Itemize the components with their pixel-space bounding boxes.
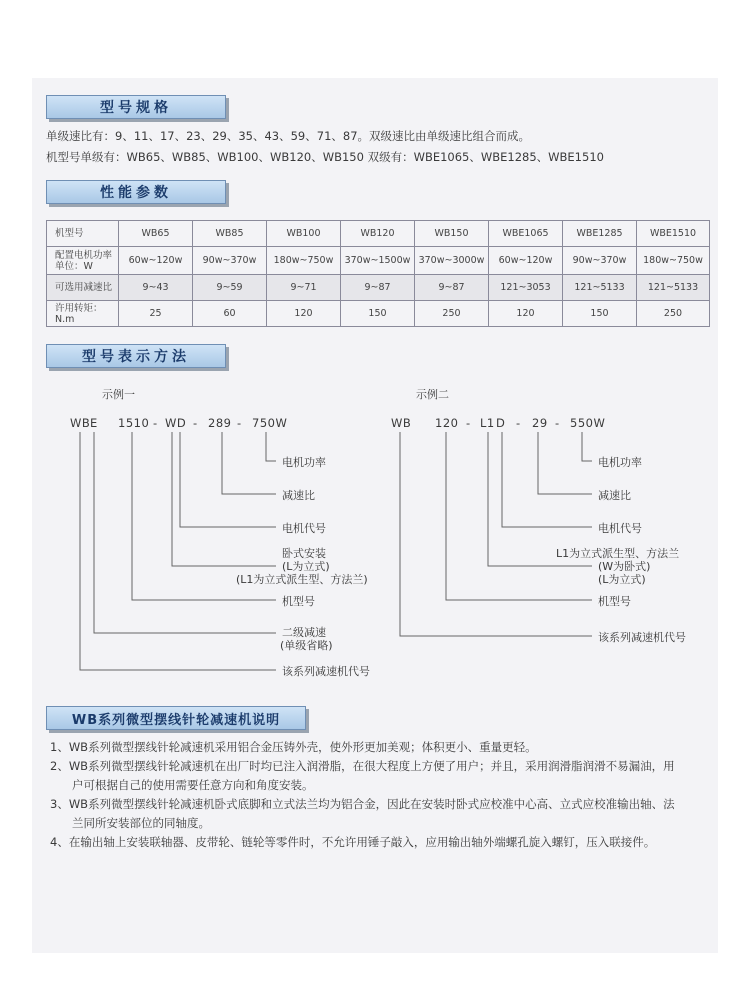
example2-code-p3: L1 xyxy=(480,416,495,430)
connector-line xyxy=(222,432,276,494)
example2-label-mount-2: (W为卧式) xyxy=(598,560,651,573)
example2-label-motor-power: 电机功率 xyxy=(598,456,642,469)
example2-code-p4: D xyxy=(496,416,506,430)
table-cell: 9~43 xyxy=(119,275,193,301)
example2-code-p1: WB xyxy=(391,416,412,430)
table-cell: 180w~750w xyxy=(267,247,341,275)
table-cell: 60w~120w xyxy=(119,247,193,275)
table-header-cell: WB150 xyxy=(415,221,489,247)
description-note-2 xyxy=(50,757,710,795)
table-cell: 250 xyxy=(637,301,710,327)
row-label: 许用转矩：N.m xyxy=(47,301,119,327)
section-title: 性能参数 xyxy=(100,185,172,201)
note-line: 4、在输出轴上安装联轴器、皮带轮、链轮等零件时，不允许用锤子敲入，应用输出轴外端螺孔旋入螺钉，压入联接件。 xyxy=(50,835,656,849)
row-label-line: 单位：W xyxy=(55,260,93,272)
table-cell: 120 xyxy=(267,301,341,327)
description-note-4 xyxy=(50,833,710,852)
example2-label-series: 该系列减速机代号 xyxy=(598,631,686,644)
table-cell: 60 xyxy=(193,301,267,327)
section-title: 型号表示方法 xyxy=(82,349,190,365)
example1-label-two-stage-1: 二级减速 xyxy=(282,626,326,639)
example1-label-mount-1: 卧式安装 xyxy=(282,547,326,560)
example1-label-ratio: 减速比 xyxy=(282,489,315,502)
table-header-cell: 机型号 xyxy=(47,221,119,247)
table-cell: 90w~370w xyxy=(193,247,267,275)
model-line: 机型号单级有：WB65、WB85、WB100、WB120、WB150 双级有：WBE1065、WBE1285、WBE1510 xyxy=(46,150,604,164)
section-header-description xyxy=(46,706,306,730)
example1-code-p5: 289 xyxy=(208,416,232,430)
row-label-line: 配置电机功率 xyxy=(55,249,113,261)
table-header-cell: WB65 xyxy=(119,221,193,247)
table-cell: 9~71 xyxy=(267,275,341,301)
example1-label-model: 机型号 xyxy=(282,595,315,608)
example1-code-p4: WD xyxy=(165,416,187,430)
example1-title: 示例一 xyxy=(102,388,135,401)
example1-code-d2: - xyxy=(193,416,198,430)
example2-label-mount-3: (L为立式) xyxy=(598,573,646,586)
connector-line xyxy=(94,432,276,633)
example2-label-mount-1: L1为立式派生型、方法兰 xyxy=(556,547,680,560)
connector-line xyxy=(538,432,592,494)
note-line: 2、WB系列微型摆线针轮减速机在出厂时均已注入润滑脂，在很大程度上方便了用户；并且，采用润滑脂润滑不易漏油，用 xyxy=(50,759,675,773)
example2-code-p5: 29 xyxy=(532,416,548,430)
example1-label-two-stage-2: (单级省略) xyxy=(280,639,333,652)
connector-line xyxy=(80,432,276,670)
connector-line xyxy=(266,432,276,461)
example2-code-d2: - xyxy=(516,416,521,430)
example1-label-mount-2: (L为立式) xyxy=(282,560,330,573)
table-cell: 60w~120w xyxy=(489,247,563,275)
example2-code-p2: 120 xyxy=(435,416,459,430)
table-header-cell: WBE1065 xyxy=(489,221,563,247)
table-cell: 121~3053 xyxy=(489,275,563,301)
example2-title: 示例二 xyxy=(416,388,449,401)
table-cell: 9~59 xyxy=(193,275,267,301)
table-header-cell: WBE1285 xyxy=(563,221,637,247)
table-cell: 180w~750w xyxy=(637,247,710,275)
example2-label-model: 机型号 xyxy=(598,595,631,608)
section-title: WB系列微型摆线针轮减速机说明 xyxy=(71,712,281,728)
connector-line xyxy=(446,432,592,600)
example1-code-p6: 750W xyxy=(252,416,288,430)
description-note-1 xyxy=(50,738,710,757)
example1-code-p2: E xyxy=(90,416,98,430)
example2-label-motor-code: 电机代号 xyxy=(598,522,642,535)
note-line: 1、WB系列微型摆线针轮减速机采用铝合金压铸外壳，使外形更加美观；体积更小、重量更轻。 xyxy=(50,740,537,754)
connector-line xyxy=(400,432,592,636)
connector-line xyxy=(172,432,276,566)
connector-line xyxy=(180,432,276,527)
note-line: 3、WB系列微型摆线针轮减速机卧式底脚和立式法兰均为铝合金，因此在安装时卧式应校准中心高、立式应校准输出轴、法 xyxy=(50,797,675,811)
section-title: 型号规格 xyxy=(100,100,172,116)
row-label: 可选用减速比 xyxy=(47,275,119,301)
table-cell: 25 xyxy=(119,301,193,327)
table-cell: 121~5133 xyxy=(637,275,710,301)
table-cell: 150 xyxy=(563,301,637,327)
example2-code-d1: - xyxy=(466,416,471,430)
example2-code-d3: - xyxy=(555,416,560,430)
table-header-cell: WB120 xyxy=(341,221,415,247)
connector-line xyxy=(582,432,592,461)
table-cell: 250 xyxy=(415,301,489,327)
example1-label-series: 该系列减速机代号 xyxy=(282,665,370,678)
table-cell: 370w~3000w xyxy=(415,247,489,275)
table-cell: 9~87 xyxy=(415,275,489,301)
example1-code-d3: - xyxy=(237,416,242,430)
connector-line xyxy=(502,432,592,527)
table-cell: 121~5133 xyxy=(563,275,637,301)
table-header-cell: WB100 xyxy=(267,221,341,247)
example1-label-motor-power: 电机功率 xyxy=(282,456,326,469)
example1-code-p3: 1510 xyxy=(118,416,150,430)
table-cell: 150 xyxy=(341,301,415,327)
example1-label-motor-code: 电机代号 xyxy=(282,522,326,535)
example2-label-ratio: 减速比 xyxy=(598,489,631,502)
example1-code-d1: - xyxy=(153,416,158,430)
table-cell: 90w~370w xyxy=(563,247,637,275)
description-note-3 xyxy=(50,795,710,833)
example1-code-p1: WB xyxy=(70,416,91,430)
table-cell: 120 xyxy=(489,301,563,327)
table-cell: 370w~1500w xyxy=(341,247,415,275)
example2-code-p6: 550W xyxy=(570,416,606,430)
note-line: 户可根据自己的使用需要任意方向和角度安装。 xyxy=(72,778,314,792)
ratio-line: 单级速比有：9、11、17、23、29、35、43、59、71、87。双级速比由单级速比组合而成。 xyxy=(46,129,531,143)
table-header-cell: WBE1510 xyxy=(637,221,710,247)
table-header-cell: WB85 xyxy=(193,221,267,247)
note-line: 兰同所安装部位的同轴度。 xyxy=(72,816,210,830)
table-cell: 9~87 xyxy=(341,275,415,301)
example1-label-mount-3: (L1为立式派生型、方法兰) xyxy=(236,573,368,586)
